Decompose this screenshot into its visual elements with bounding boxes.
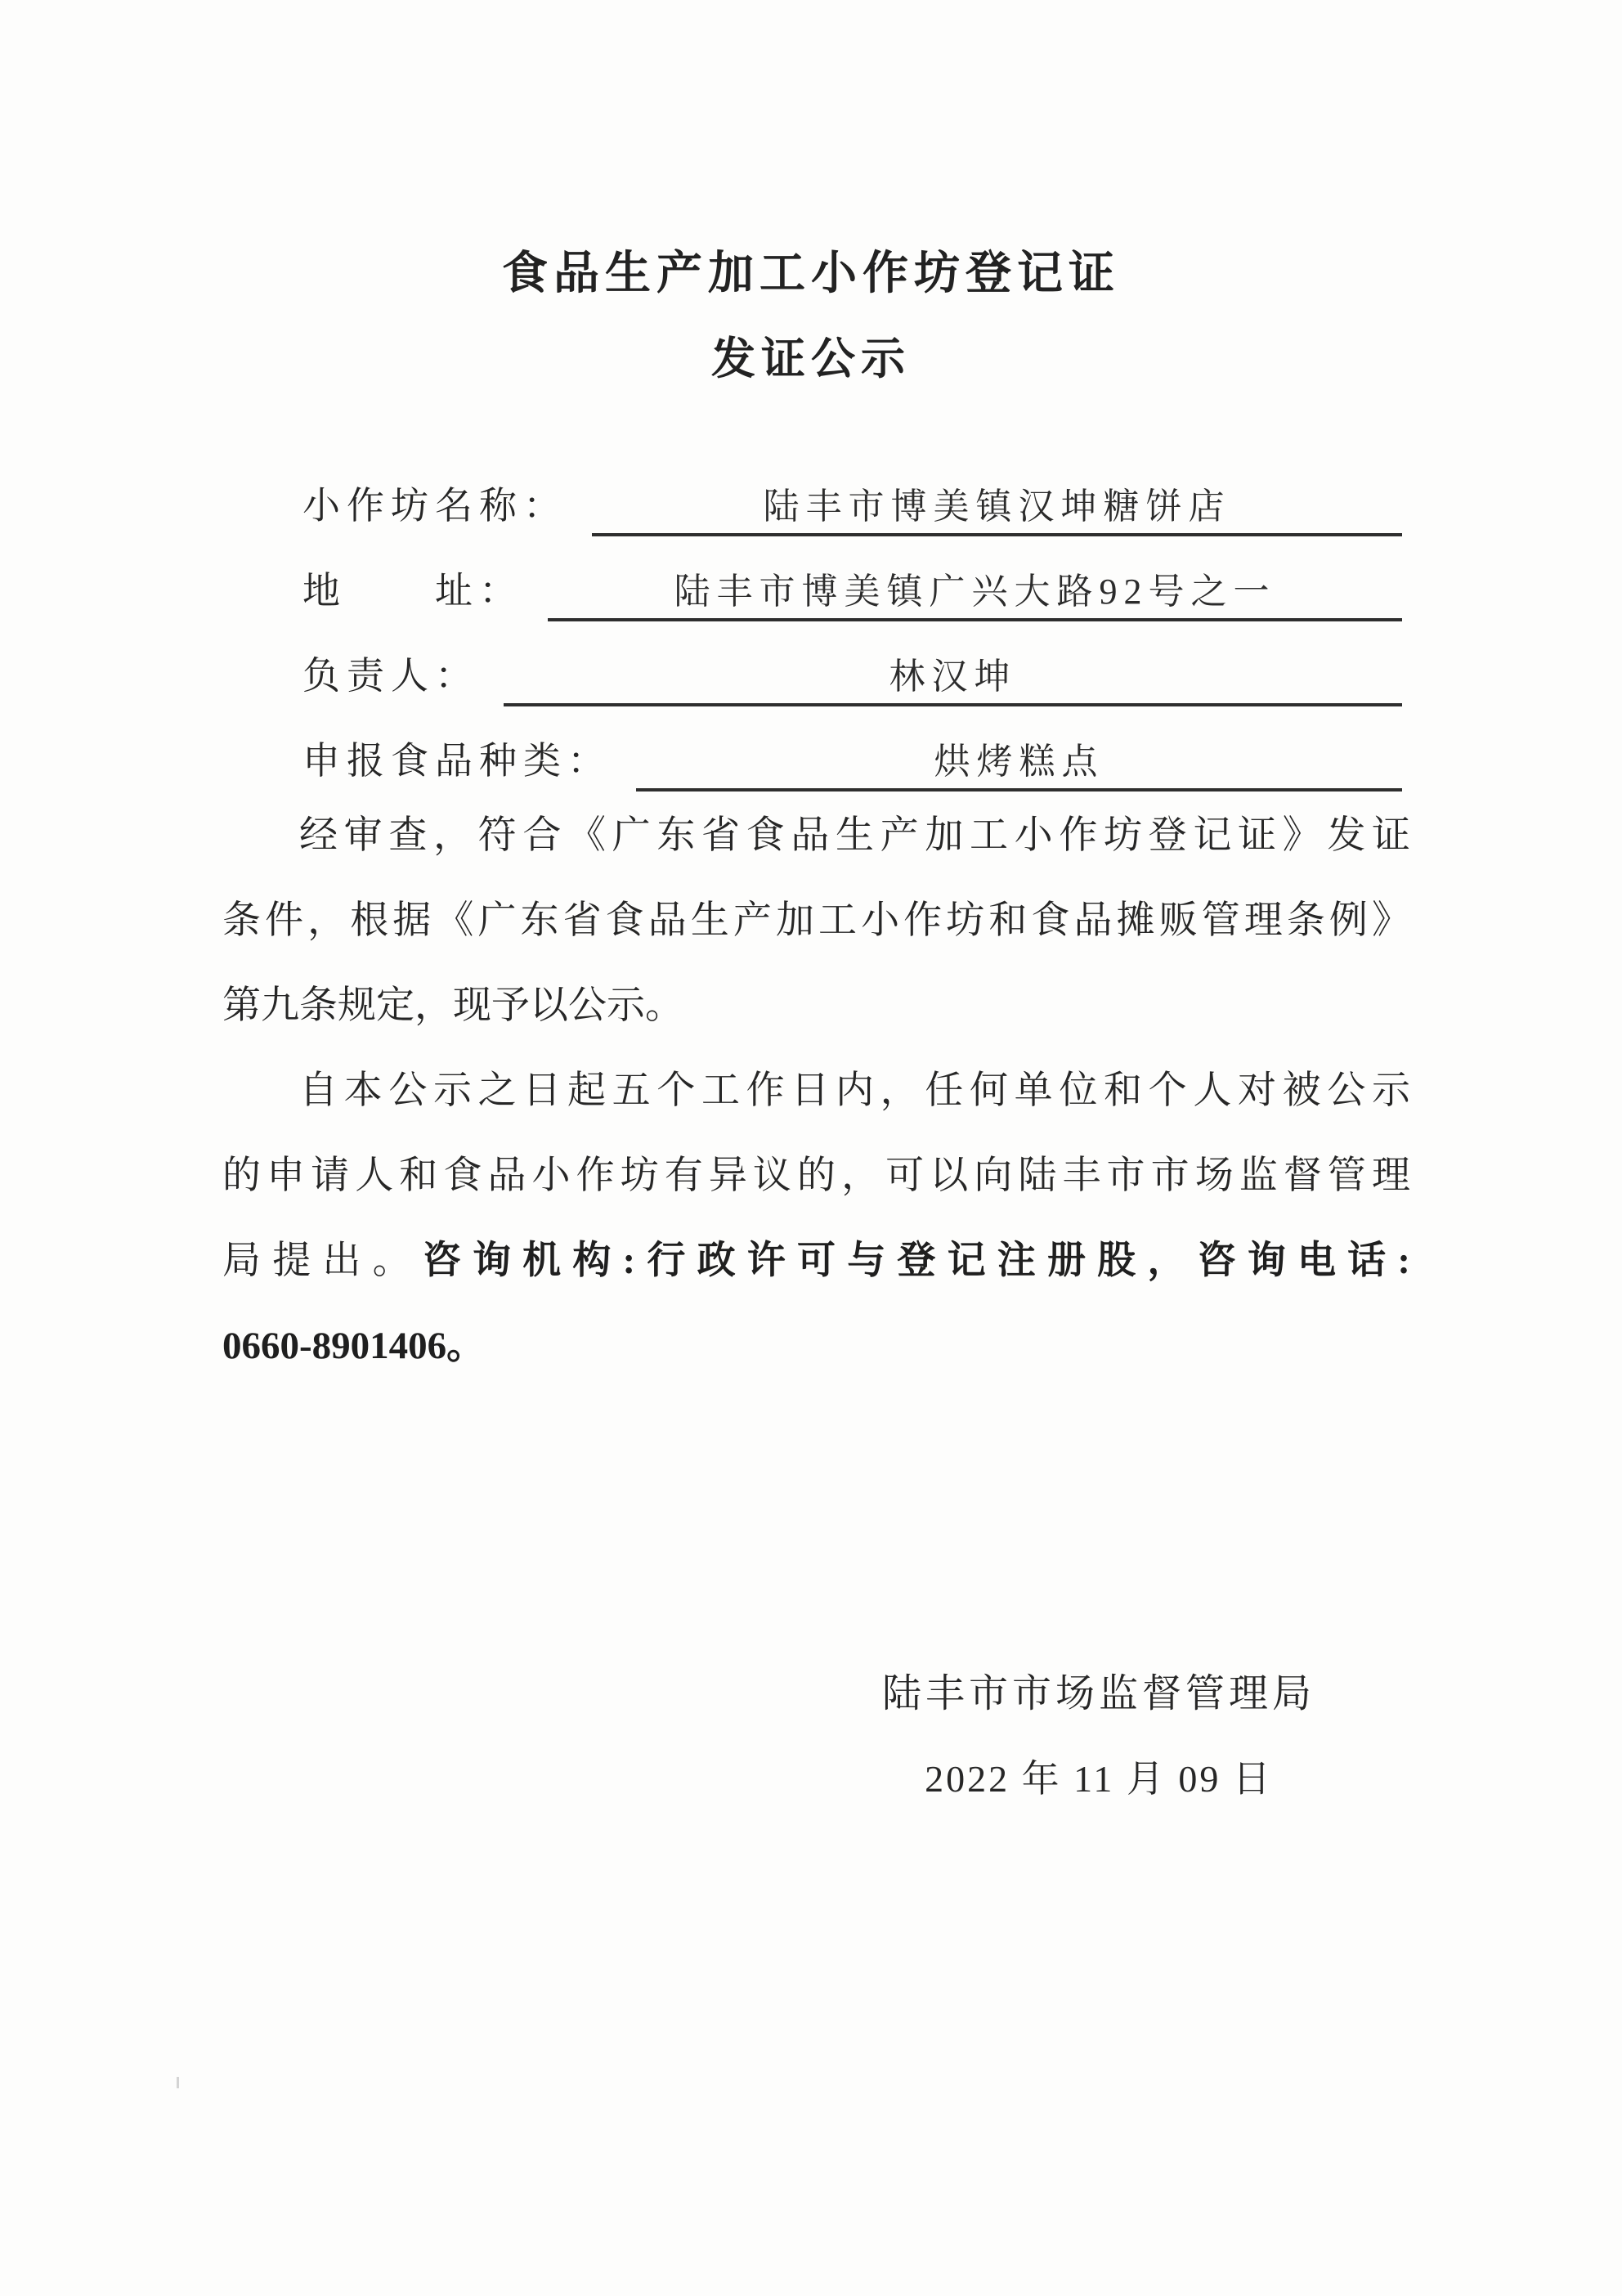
person-in-charge-label: 负责人：	[302, 655, 479, 697]
food-category-underline	[636, 744, 1402, 791]
field-row-workshop-name	[302, 451, 1402, 536]
signature-block	[813, 1652, 1385, 1822]
issuing-authority: 陆丰市市场监督管理局	[881, 1672, 1315, 1715]
food-category-label: 申报食品种类：	[302, 740, 612, 782]
workshop-name-underline	[592, 489, 1402, 536]
field-row-food-category	[302, 706, 1402, 791]
paragraph-objection-line1: 自本公示之日起五个工作日内，任何单位和个人对被公示	[299, 1070, 1410, 1112]
document-title: 食品生产加工小作坊登记证	[502, 247, 1120, 298]
workshop-name-label: 小作坊名称：	[302, 485, 567, 527]
document-subtitle: 发证公示	[711, 334, 911, 383]
paragraph-review-line1: 经审查，符合《广东省食品生产加工小作坊登记证》发证	[299, 814, 1410, 857]
consult-org-and-phone-label: 咨询机构:行政许可与登记注册股，咨询电话:	[422, 1240, 1410, 1282]
scan-artifact	[177, 2077, 179, 2088]
paragraph-review-line3: 第九条规定，现予以公示。	[222, 984, 683, 1027]
consult-phone-number: 0660-8901406。	[222, 1325, 486, 1367]
address-label: 地 址：	[302, 570, 523, 612]
objection-line3-normal: 局提出。	[222, 1240, 423, 1282]
workshop-name-value: 陆丰市博美镇汉坤糖饼店	[763, 487, 1231, 527]
field-row-person-in-charge	[302, 621, 1402, 706]
person-in-charge-value: 林汉坤	[889, 657, 1017, 697]
person-in-charge-underline	[504, 659, 1402, 706]
body-text	[222, 793, 1410, 1388]
field-row-address	[302, 536, 1402, 621]
paragraph-review	[222, 793, 1410, 1048]
address-underline	[548, 574, 1402, 621]
paragraph-objection	[222, 1048, 1410, 1388]
issue-date: 2022 年 11 月 09 日	[925, 1758, 1273, 1800]
paragraph-objection-line4	[222, 1303, 1410, 1388]
food-category-value: 烘烤糕点	[934, 742, 1104, 782]
paragraph-objection-line2: 的申请人和食品小作坊有异议的，可以向陆丰市市场监督管理	[222, 1155, 1410, 1197]
paragraph-review-line2: 条件，根据《广东省食品生产加工小作坊和食品摊贩管理条例》	[222, 899, 1410, 942]
paragraph-objection-line3	[222, 1218, 1410, 1303]
fields-section	[302, 451, 1402, 791]
address-value: 陆丰市博美镇广兴大路92号之一	[674, 572, 1276, 612]
